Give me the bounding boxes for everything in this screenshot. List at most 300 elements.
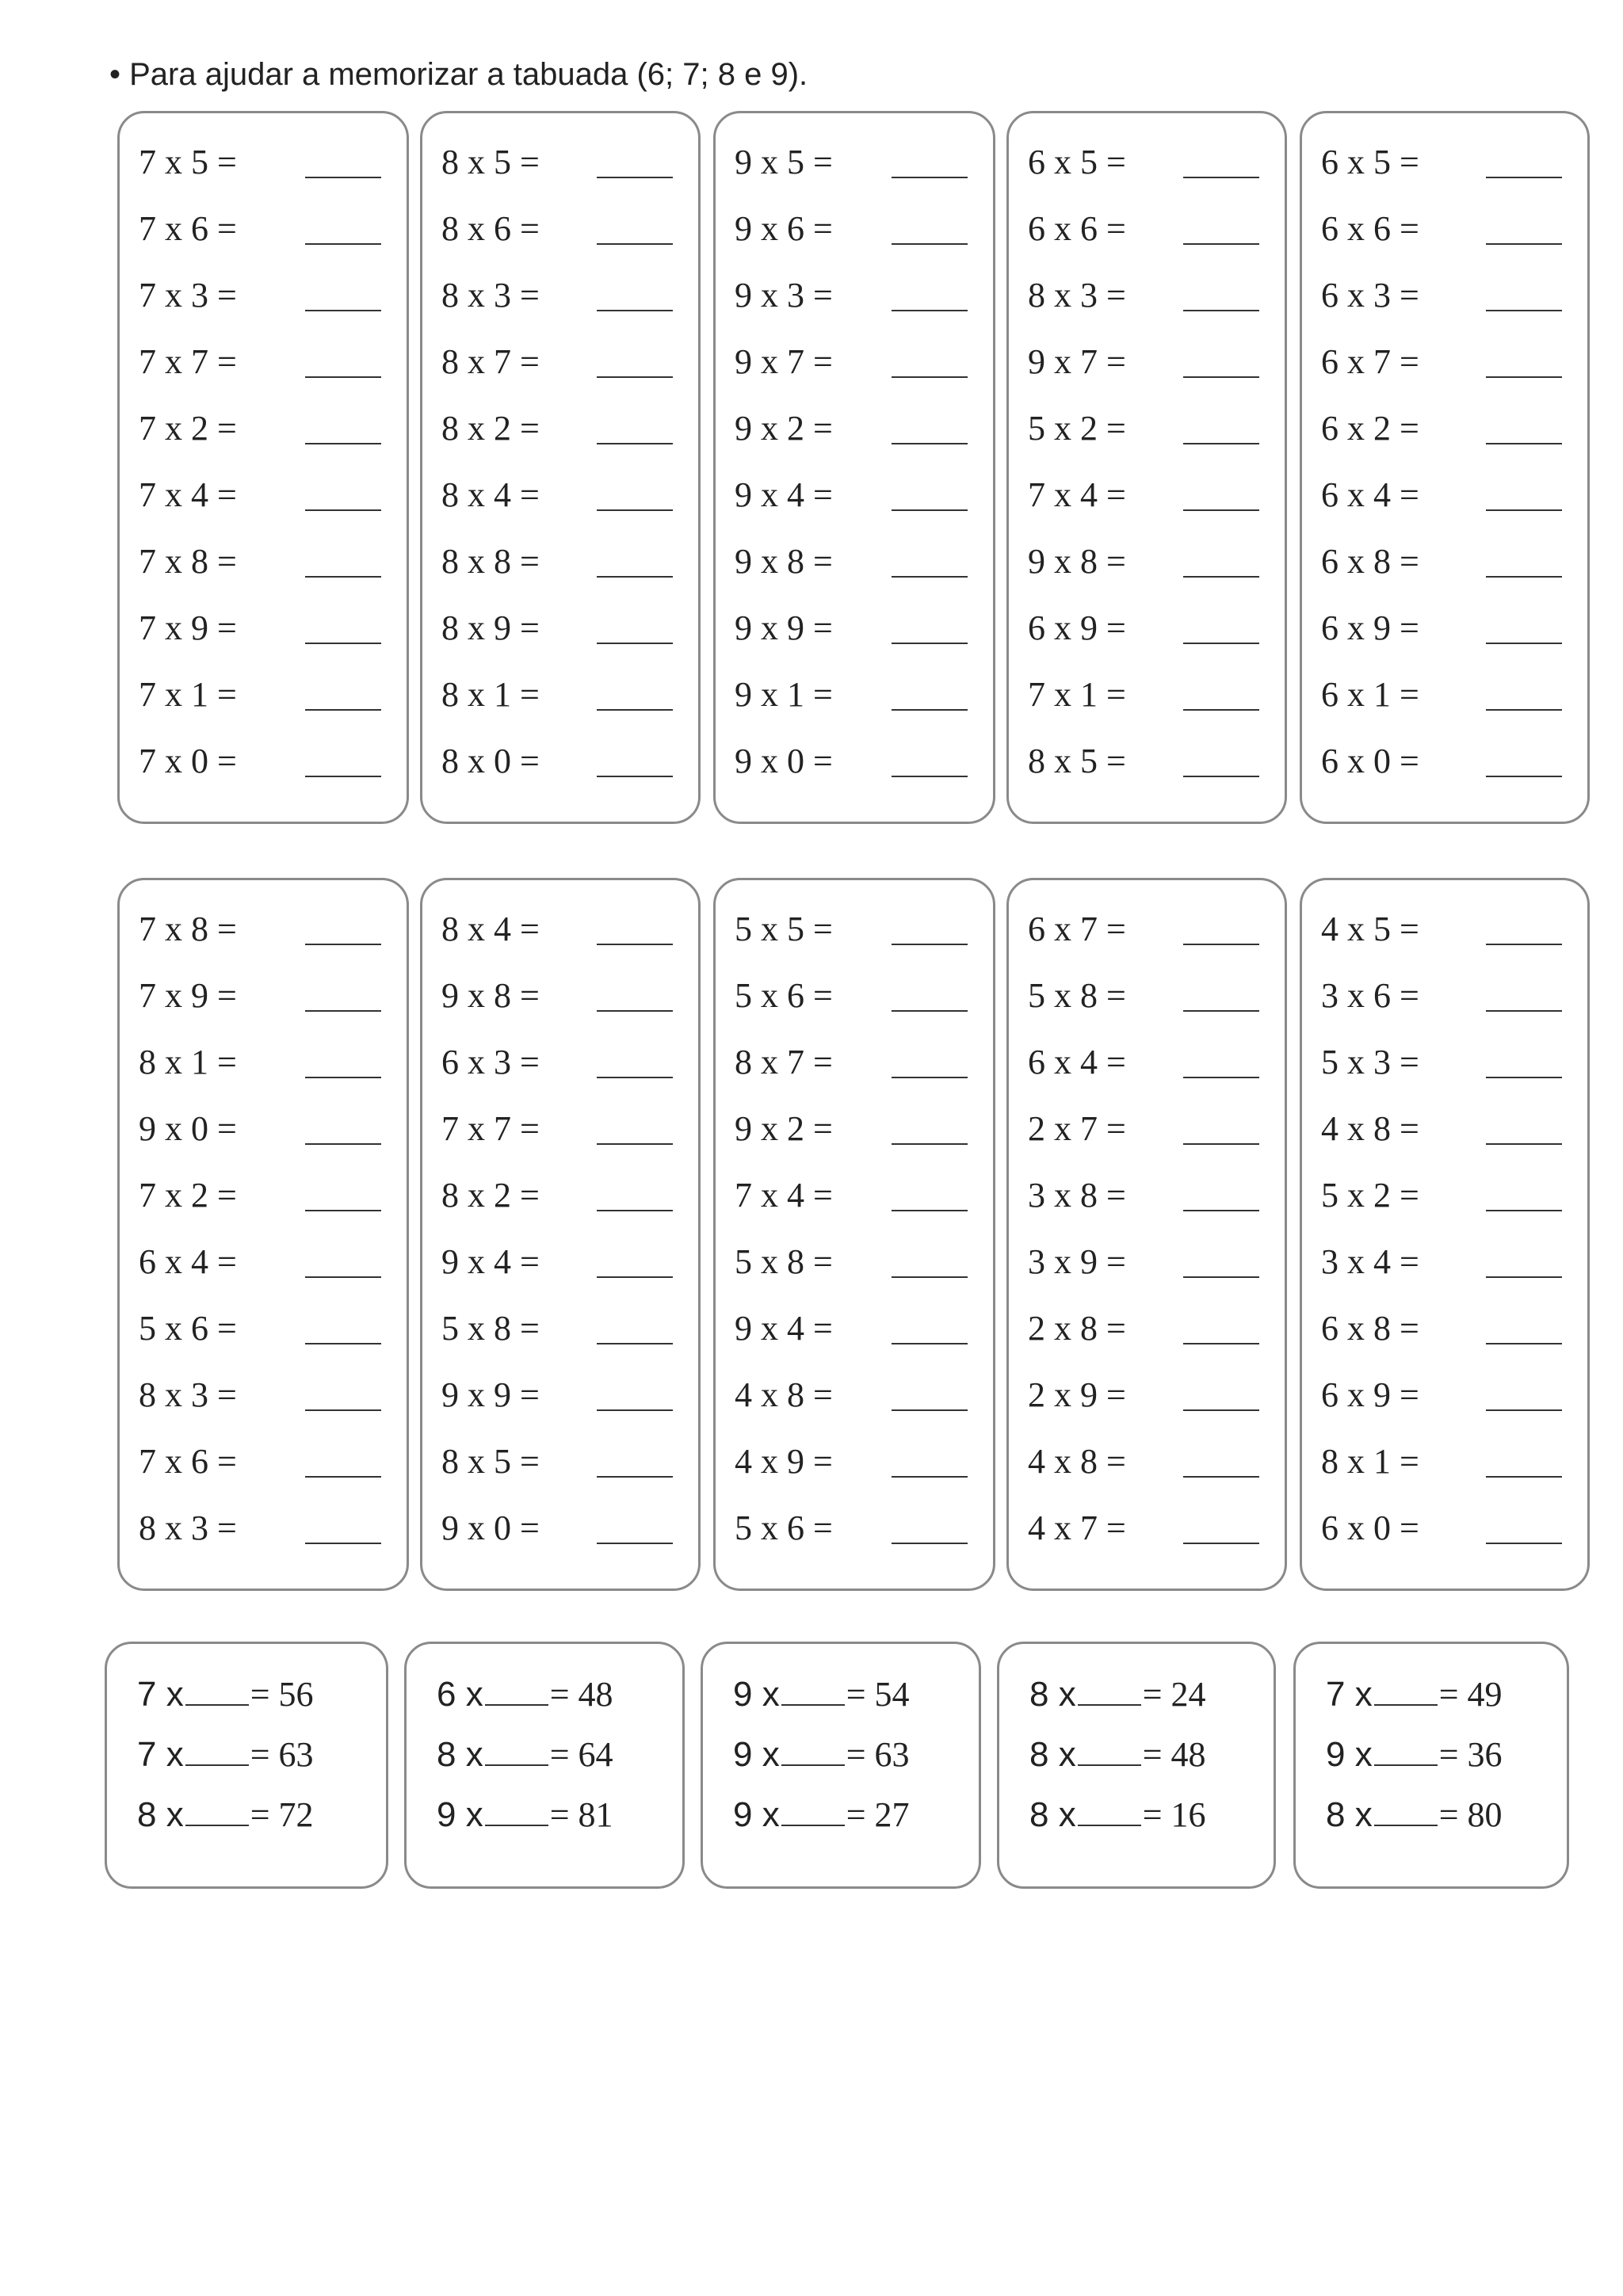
problem-expression: 9 x 9 = [735,608,833,647]
problem-row [1028,608,1266,655]
problem-row [441,341,679,389]
answer-blank[interactable] [305,776,381,777]
answer-blank[interactable] [485,1676,548,1706]
missing-factor-row [1326,1794,1503,1842]
problem-expression: 5 x 2 = [1028,409,1126,448]
answer-blank[interactable] [1183,443,1259,444]
section1-box-2 [420,111,701,824]
factor-text: 9 x [733,1675,780,1714]
problem-row [735,1308,974,1356]
answer-blank[interactable] [1183,709,1259,711]
factor-text: 7 x [1326,1675,1373,1714]
answer-blank[interactable] [1486,509,1562,511]
answer-blank[interactable] [1183,1010,1259,1012]
problem-row [735,541,974,589]
factor-text: 8 x [1029,1795,1076,1834]
section2-box-3 [713,878,995,1591]
product-text: = 63 [846,1735,910,1774]
problem-expression: 9 x 8 = [1028,542,1126,581]
answer-blank[interactable] [1486,944,1562,945]
problem-expression: 5 x 2 = [1321,1176,1419,1215]
problem-row [441,1241,679,1289]
problem-expression: 7 x 7 = [441,1109,540,1148]
problem-row [139,975,388,1023]
answer-blank[interactable] [597,1543,673,1544]
answer-blank[interactable] [597,709,673,711]
problem-expression: 8 x 5 = [441,143,540,181]
answer-blank[interactable] [892,1010,968,1012]
answer-blank[interactable] [1183,1409,1259,1411]
section3-box-5 [1293,1642,1569,1889]
problem-expression: 9 x 4 = [735,1309,833,1348]
answer-blank[interactable] [892,709,968,711]
problem-expression: 8 x 3 = [441,276,540,315]
problem-expression: 6 x 8 = [1321,1309,1419,1348]
problem-row [1028,541,1266,589]
answer-blank[interactable] [305,1476,381,1478]
problem-row [441,541,679,589]
problem-row [139,142,388,189]
problem-expression: 9 x 0 = [139,1109,237,1148]
problem-row [735,475,974,522]
problem-expression: 8 x 3 = [139,1375,237,1414]
problem-row [1321,1308,1568,1356]
problem-expression: 5 x 6 = [735,1508,833,1547]
product-text: = 27 [846,1795,910,1834]
problem-expression: 7 x 4 = [735,1176,833,1215]
answer-blank[interactable] [305,1210,381,1211]
answer-blank[interactable] [1486,443,1562,444]
answer-blank[interactable] [1486,310,1562,311]
answer-blank[interactable] [485,1796,548,1826]
answer-blank[interactable] [1374,1736,1438,1766]
problem-row [139,1441,388,1489]
answer-blank[interactable] [185,1796,249,1826]
answer-blank[interactable] [1183,1543,1259,1544]
problem-expression: 9 x 0 = [735,742,833,780]
answer-blank[interactable] [305,1010,381,1012]
answer-blank[interactable] [1183,1077,1259,1078]
problem-row [1028,208,1266,256]
answer-blank[interactable] [1183,776,1259,777]
missing-factor-row [137,1734,314,1782]
problem-row [1321,909,1568,956]
section2-box-5 [1300,878,1590,1591]
problem-row [1321,1375,1568,1422]
problem-expression: 9 x 2 = [735,1109,833,1148]
problem-row [139,341,388,389]
problem-row [441,142,679,189]
problem-row [1028,1308,1266,1356]
answer-blank[interactable] [597,1143,673,1145]
answer-blank[interactable] [1486,776,1562,777]
problem-expression: 2 x 9 = [1028,1375,1126,1414]
problem-expression: 5 x 3 = [1321,1043,1419,1081]
problem-row [1321,541,1568,589]
answer-blank[interactable] [305,1543,381,1544]
problem-expression: 6 x 6 = [1028,209,1126,248]
problem-expression: 8 x 8 = [441,542,540,581]
problem-expression: 7 x 7 = [139,342,237,381]
answer-blank[interactable] [305,1343,381,1344]
answer-blank[interactable] [1183,1210,1259,1211]
problem-expression: 6 x 9 = [1321,608,1419,647]
answer-blank[interactable] [597,1476,673,1478]
problem-expression: 8 x 5 = [441,1442,540,1481]
missing-factor-row [437,1674,613,1722]
answer-blank[interactable] [892,1476,968,1478]
problem-row [441,1308,679,1356]
problem-expression: 2 x 7 = [1028,1109,1126,1148]
answer-blank[interactable] [597,509,673,511]
problem-expression: 9 x 0 = [441,1508,540,1547]
answer-blank[interactable] [185,1676,249,1706]
factor-text: 8 x [437,1735,483,1774]
answer-blank[interactable] [892,1210,968,1211]
section3-box-4 [997,1642,1276,1889]
problem-expression: 8 x 3 = [139,1508,237,1547]
answer-blank[interactable] [892,177,968,178]
problem-expression: 7 x 9 = [139,976,237,1015]
answer-blank[interactable] [1486,1543,1562,1544]
answer-blank[interactable] [892,243,968,245]
answer-blank[interactable] [1183,243,1259,245]
problem-expression: 4 x 7 = [1028,1508,1126,1547]
problem-row [1028,1508,1266,1555]
section1-box-4 [1006,111,1287,824]
problem-row [441,909,679,956]
answer-blank[interactable] [892,944,968,945]
problem-expression: 5 x 8 = [1028,976,1126,1015]
answer-blank[interactable] [1183,376,1259,378]
problem-row [1028,1441,1266,1489]
problem-row [1321,1241,1568,1289]
problem-row [735,1508,974,1555]
problem-expression: 5 x 6 = [735,976,833,1015]
problem-expression: 9 x 3 = [735,276,833,315]
answer-blank[interactable] [1183,1343,1259,1344]
answer-blank[interactable] [892,576,968,578]
answer-blank[interactable] [1374,1796,1438,1826]
answer-blank[interactable] [892,310,968,311]
problem-row [1028,341,1266,389]
problem-row [139,1308,388,1356]
problem-expression: 6 x 4 = [1028,1043,1126,1081]
answer-blank[interactable] [1486,1010,1562,1012]
problem-expression: 9 x 8 = [441,976,540,1015]
problem-expression: 6 x 0 = [1321,1508,1419,1547]
answer-blank[interactable] [1486,177,1562,178]
answer-blank[interactable] [1486,1276,1562,1278]
problem-row [1028,1375,1266,1422]
product-text: = 63 [250,1735,314,1774]
problem-row [1321,608,1568,655]
section3-box-3 [701,1642,981,1889]
answer-blank[interactable] [597,1010,673,1012]
answer-blank[interactable] [1486,709,1562,711]
problem-expression: 4 x 9 = [735,1442,833,1481]
problem-expression: 6 x 1 = [1321,675,1419,714]
answer-blank[interactable] [1078,1796,1141,1826]
problem-expression: 8 x 1 = [1321,1442,1419,1481]
answer-blank[interactable] [597,1210,673,1211]
problem-row [441,1441,679,1489]
problem-row [1321,408,1568,456]
problem-row [1321,975,1568,1023]
factor-text: 9 x [1326,1735,1373,1774]
problem-row [139,1508,388,1555]
problem-row [441,208,679,256]
problem-row [735,741,974,788]
factor-text: 8 x [1029,1735,1076,1774]
problem-row [441,475,679,522]
product-text: = 48 [1142,1735,1206,1774]
answer-blank[interactable] [597,1409,673,1411]
answer-blank[interactable] [597,443,673,444]
answer-blank[interactable] [1486,1343,1562,1344]
problem-row [441,1508,679,1555]
problem-row [139,741,388,788]
answer-blank[interactable] [597,243,673,245]
missing-factor-row [733,1794,910,1842]
problem-expression: 6 x 8 = [1321,542,1419,581]
factor-text: 9 x [733,1735,780,1774]
problem-row [139,674,388,722]
answer-blank[interactable] [597,1276,673,1278]
product-text: = 72 [250,1795,314,1834]
problem-row [1321,1042,1568,1089]
problem-expression: 9 x 5 = [735,143,833,181]
answer-blank[interactable] [1486,376,1562,378]
missing-factor-row [137,1794,314,1842]
problem-expression: 2 x 8 = [1028,1309,1126,1348]
answer-blank[interactable] [597,1077,673,1078]
problem-row [1321,208,1568,256]
answer-blank[interactable] [892,1343,968,1344]
product-text: = 16 [1142,1795,1206,1834]
answer-blank[interactable] [305,709,381,711]
answer-blank[interactable] [1183,177,1259,178]
product-text: = 56 [250,1675,314,1714]
problem-expression: 6 x 6 = [1321,209,1419,248]
problem-row [735,608,974,655]
problem-expression: 6 x 9 = [1321,1375,1419,1414]
problem-row [735,909,974,956]
answer-blank[interactable] [1486,643,1562,644]
problem-expression: 7 x 8 = [139,542,237,581]
answer-blank[interactable] [305,177,381,178]
problem-expression: 6 x 9 = [1028,608,1126,647]
answer-blank[interactable] [1183,509,1259,511]
answer-blank[interactable] [305,376,381,378]
answer-blank[interactable] [485,1736,548,1766]
answer-blank[interactable] [1078,1736,1141,1766]
answer-blank[interactable] [1183,944,1259,945]
problem-row [735,674,974,722]
problem-row [1028,475,1266,522]
section1-box-5 [1300,111,1590,824]
answer-blank[interactable] [305,1143,381,1145]
problem-expression: 3 x 4 = [1321,1242,1419,1281]
answer-blank[interactable] [1183,1476,1259,1478]
answer-blank[interactable] [1374,1676,1438,1706]
missing-factor-row [437,1794,613,1842]
answer-blank[interactable] [892,443,968,444]
answer-blank[interactable] [305,509,381,511]
problem-expression: 6 x 4 = [1321,475,1419,514]
problem-expression: 9 x 9 = [441,1375,540,1414]
product-text: = 36 [1438,1735,1503,1774]
missing-factor-row [437,1734,613,1782]
problem-row [1028,741,1266,788]
answer-blank[interactable] [892,776,968,777]
problem-row [735,142,974,189]
answer-blank[interactable] [1486,576,1562,578]
answer-blank[interactable] [305,944,381,945]
section2-box-1 [117,878,409,1591]
problem-expression: 9 x 7 = [1028,342,1126,381]
answer-blank[interactable] [1183,1143,1259,1145]
problem-expression: 8 x 3 = [1028,276,1126,315]
answer-blank[interactable] [305,1409,381,1411]
answer-blank[interactable] [597,177,673,178]
problem-row [139,541,388,589]
problem-expression: 7 x 6 = [139,1442,237,1481]
answer-blank[interactable] [305,443,381,444]
problem-expression: 8 x 1 = [441,675,540,714]
problem-row [1321,741,1568,788]
problem-row [1321,1108,1568,1156]
product-text: = 80 [1438,1795,1503,1834]
answer-blank[interactable] [781,1796,845,1826]
problem-expression: 7 x 1 = [139,675,237,714]
answer-blank[interactable] [597,376,673,378]
answer-blank[interactable] [305,1077,381,1078]
missing-factor-row [1029,1674,1206,1722]
answer-blank[interactable] [892,1143,968,1145]
answer-blank[interactable] [1183,310,1259,311]
answer-blank[interactable] [597,944,673,945]
problem-row [735,975,974,1023]
problem-row [139,408,388,456]
section1-box-3 [713,111,995,824]
answer-blank[interactable] [305,243,381,245]
problem-row [1321,674,1568,722]
problem-row [1028,1042,1266,1089]
problem-expression: 4 x 8 = [735,1375,833,1414]
problem-row [441,1175,679,1222]
problem-expression: 6 x 0 = [1321,742,1419,780]
answer-blank[interactable] [892,1276,968,1278]
problem-expression: 8 x 2 = [441,1176,540,1215]
problem-row [735,1441,974,1489]
answer-blank[interactable] [892,1409,968,1411]
answer-blank[interactable] [892,1543,968,1544]
answer-blank[interactable] [305,1276,381,1278]
answer-blank[interactable] [1183,576,1259,578]
problem-row [139,909,388,956]
answer-blank[interactable] [597,776,673,777]
answer-blank[interactable] [305,310,381,311]
answer-blank[interactable] [305,643,381,644]
problem-expression: 3 x 9 = [1028,1242,1126,1281]
problem-expression: 6 x 7 = [1321,342,1419,381]
section1-box-1 [117,111,409,824]
answer-blank[interactable] [892,1077,968,1078]
answer-blank[interactable] [1486,243,1562,245]
answer-blank[interactable] [892,643,968,644]
answer-blank[interactable] [1486,1409,1562,1411]
problem-expression: 9 x 4 = [441,1242,540,1281]
product-text: = 24 [1142,1675,1206,1714]
answer-blank[interactable] [597,643,673,644]
problem-row [1028,408,1266,456]
problem-row [1028,975,1266,1023]
problem-expression: 8 x 7 = [735,1043,833,1081]
problem-expression: 9 x 4 = [735,475,833,514]
problem-expression: 8 x 0 = [441,742,540,780]
problem-expression: 8 x 6 = [441,209,540,248]
problem-expression: 8 x 4 = [441,475,540,514]
answer-blank[interactable] [597,1343,673,1344]
problem-row [735,208,974,256]
answer-blank[interactable] [781,1676,845,1706]
answer-blank[interactable] [1078,1676,1141,1706]
product-text: = 64 [549,1735,613,1774]
problem-expression: 9 x 2 = [735,409,833,448]
missing-factor-row [137,1674,314,1722]
answer-blank[interactable] [1486,1210,1562,1211]
problem-expression: 9 x 7 = [735,342,833,381]
problem-expression: 5 x 8 = [735,1242,833,1281]
problem-row [735,1042,974,1089]
problem-expression: 4 x 8 = [1028,1442,1126,1481]
missing-factor-row [1029,1734,1206,1782]
problem-row [1321,1508,1568,1555]
problem-expression: 7 x 4 = [1028,475,1126,514]
section3-box-2 [404,1642,685,1889]
problem-row [1028,1241,1266,1289]
answer-blank[interactable] [305,576,381,578]
answer-blank[interactable] [185,1736,249,1766]
problem-row [735,341,974,389]
problem-expression: 6 x 4 = [139,1242,237,1281]
problem-row [1028,674,1266,722]
problem-expression: 7 x 5 = [139,143,237,181]
missing-factor-row [733,1674,910,1722]
problem-expression: 6 x 5 = [1321,143,1419,181]
answer-blank[interactable] [1486,1143,1562,1145]
answer-blank[interactable] [1486,1476,1562,1478]
answer-blank[interactable] [1183,643,1259,644]
problem-expression: 6 x 3 = [1321,276,1419,315]
product-text: = 48 [549,1675,613,1714]
answer-blank[interactable] [1183,1276,1259,1278]
problem-expression: 8 x 7 = [441,342,540,381]
problem-row [1028,142,1266,189]
problem-row [139,1375,388,1422]
answer-blank[interactable] [892,509,968,511]
section2-box-2 [420,878,701,1591]
problem-expression: 7 x 6 = [139,209,237,248]
answer-blank[interactable] [781,1736,845,1766]
answer-blank[interactable] [892,376,968,378]
answer-blank[interactable] [1486,1077,1562,1078]
problem-row [139,475,388,522]
problem-row [139,208,388,256]
answer-blank[interactable] [597,576,673,578]
answer-blank[interactable] [597,310,673,311]
